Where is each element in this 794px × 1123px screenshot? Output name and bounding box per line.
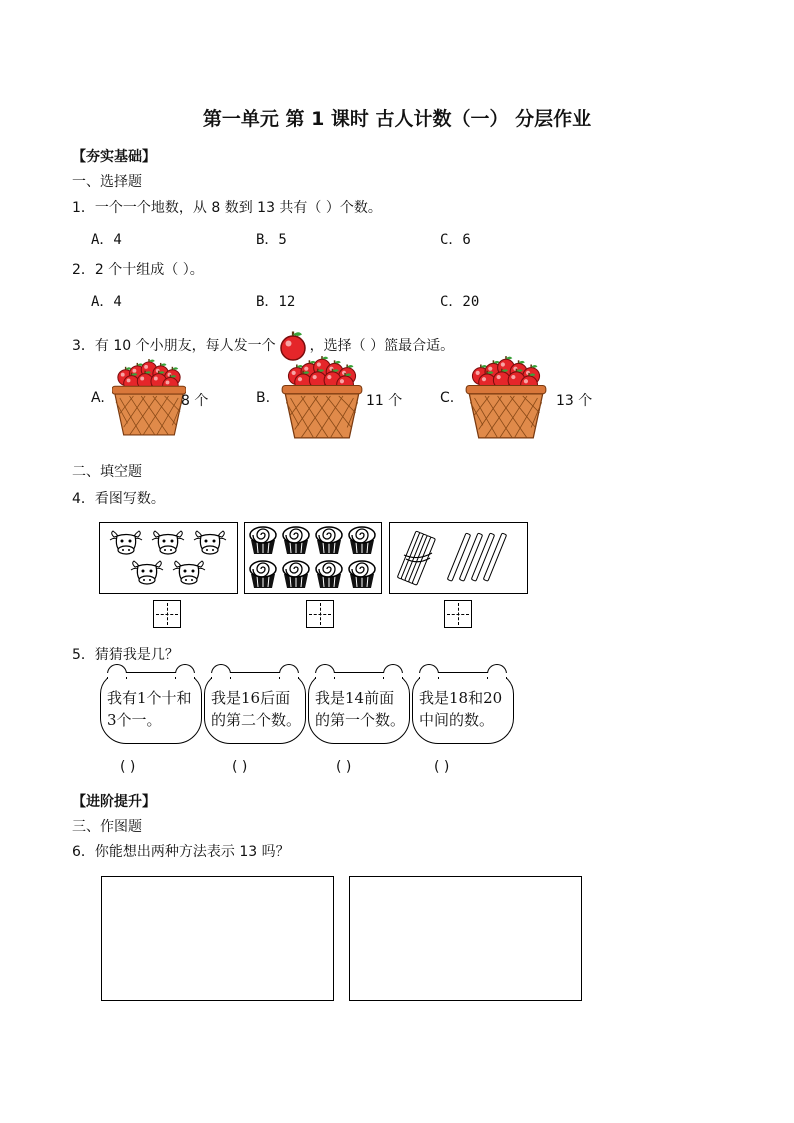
- question-2-option-c[interactable]: C．20: [440, 294, 480, 310]
- drawing-box-2[interactable]: [349, 876, 582, 1001]
- question-3-option-b-count: 11 个: [366, 393, 403, 409]
- page-title: 第一单元 第 1 课时 古人计数（一） 分层作业: [202, 108, 592, 130]
- question-1-text: 1．一个一个地数，从 8 数到 13 共有（ ）个数。: [72, 200, 382, 216]
- section-advanced-heading: 【进阶提升】: [72, 794, 156, 810]
- question-6-text: 6．你能想出两种方法表示 13 吗？: [72, 844, 290, 860]
- question-2-option-b[interactable]: B．12: [256, 294, 296, 310]
- question-3-text-after: ，选择（ ）篮最合适。: [309, 338, 455, 354]
- question-1-option-b[interactable]: B．5: [256, 232, 287, 248]
- question-3-option-a-count: 8 个: [181, 393, 209, 409]
- guess-cloud-3-text: 我是14前面的第一个数。: [315, 689, 406, 729]
- sticks-picture-box: [389, 522, 528, 594]
- question-3-option-a-label[interactable]: A.: [91, 390, 105, 406]
- section-basic-heading: 【夯实基础】: [72, 149, 156, 165]
- question-2-text: 2．2 个十组成（ ）。: [72, 262, 204, 278]
- question-1-option-c[interactable]: C．6: [440, 232, 471, 248]
- guess-cloud-4: [412, 672, 514, 744]
- drawing-box-1[interactable]: [101, 876, 334, 1001]
- answer-grid-sticks[interactable]: [444, 600, 472, 628]
- answer-grid-cakes[interactable]: [306, 600, 334, 628]
- answer-blank-1[interactable]: ( ): [120, 759, 136, 775]
- part-fill-heading: 二、填空题: [72, 464, 142, 480]
- question-1-option-a[interactable]: A．4: [91, 232, 122, 248]
- apple-basket-icon: [279, 354, 365, 440]
- answer-grid-cows[interactable]: [153, 600, 181, 628]
- question-2-option-a[interactable]: A．4: [91, 294, 122, 310]
- answer-blank-3[interactable]: ( ): [336, 759, 352, 775]
- part-drawing-heading: 三、作图题: [72, 819, 142, 835]
- question-3-option-c-count: 13 个: [556, 393, 593, 409]
- guess-cloud-3: [308, 672, 410, 744]
- question-3-option-c-label[interactable]: C.: [440, 390, 455, 406]
- guess-cloud-4-text: 我是18和20中间的数。: [419, 689, 503, 729]
- part-choice-heading: 一、选择题: [72, 174, 142, 190]
- guess-cloud-1: [100, 672, 202, 744]
- question-3-option-b-label[interactable]: B.: [256, 390, 271, 406]
- guess-cloud-1-text: 我有1个十和3个一。: [107, 689, 192, 729]
- cows-picture-box: [99, 522, 238, 594]
- counting-sticks-icon: [390, 523, 527, 593]
- cake-icon: [245, 523, 381, 593]
- guess-cloud-2: [204, 672, 306, 744]
- question-4-text: 4．看图写数。: [72, 491, 165, 507]
- apple-basket-icon: [463, 354, 549, 440]
- question-3-text-before: 3．有 10 个小朋友，每人发一个: [72, 338, 276, 354]
- answer-blank-4[interactable]: ( ): [434, 759, 450, 775]
- cow-icon: [100, 523, 237, 593]
- answer-blank-2[interactable]: ( ): [232, 759, 248, 775]
- apple-basket-icon: [112, 354, 186, 440]
- question-5-text: 5．猜猜我是几？: [72, 647, 179, 663]
- guess-cloud-2-text: 我是16后面的第二个数。: [211, 689, 302, 729]
- cakes-picture-box: [244, 522, 382, 594]
